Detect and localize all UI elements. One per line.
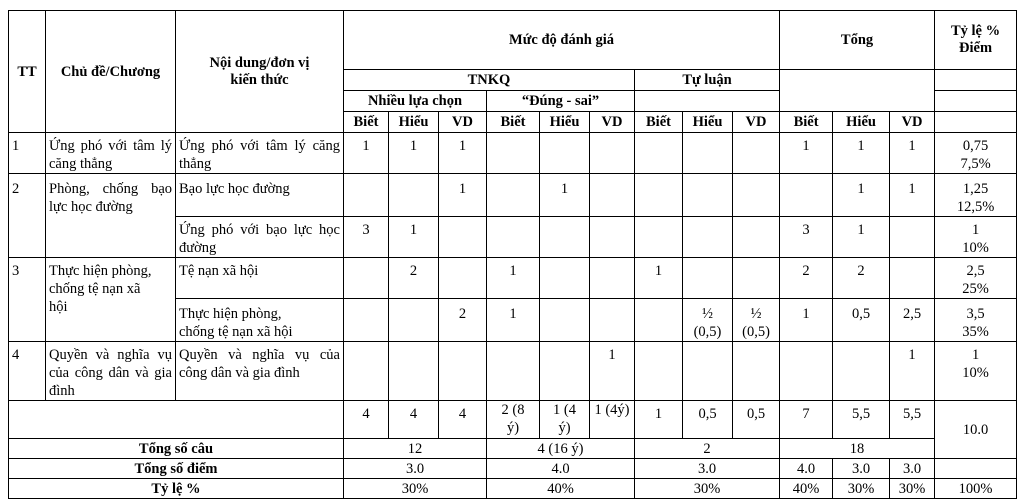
row-tt: 2 (9, 174, 46, 258)
row-tyle (935, 258, 1017, 299)
cell-value: 1 (389, 217, 439, 258)
cell-value (683, 133, 733, 174)
tyle-diem: 1,25 (962, 181, 989, 197)
level-biet: Biết (635, 112, 683, 133)
header-chude: Chủ đề/Chương (46, 11, 176, 133)
row-tyle (935, 217, 1017, 258)
tyle-diem: 2,5 (966, 263, 985, 279)
percent-value: 30% (890, 479, 935, 499)
table-row (9, 342, 1017, 401)
cell-value (389, 342, 439, 401)
cell-value (590, 258, 635, 299)
cell-value (683, 174, 733, 217)
total-points-row (9, 459, 1017, 479)
level-biet: Biết (344, 112, 389, 133)
cell-value (890, 258, 935, 299)
header-noidung: Nội dung/đơn vị kiến thức (176, 11, 344, 133)
sum-value: 5,5 (890, 401, 935, 439)
cell-value (487, 133, 540, 174)
grand-total-score: 10.0 (935, 401, 1017, 459)
header-tuluan: Tự luận (635, 70, 780, 91)
cell-value: 1 (890, 133, 935, 174)
level-vd: VD (890, 112, 935, 133)
assessment-matrix-table (8, 10, 1017, 499)
percent-value: 30% (344, 479, 487, 499)
tyle-diem: 1 (971, 347, 980, 363)
cell-value (733, 258, 780, 299)
cell-value (733, 342, 780, 401)
total-questions-value: 4 (16 ý) (487, 439, 635, 459)
sum-value: 0,5 (733, 401, 780, 439)
row-noidung: Thực hiện phòng, chống tệ nạn xã hội (176, 299, 344, 342)
sum-value: 4 (389, 401, 439, 439)
row-noidung: Ứng phó với tâm lý căng thẳng (176, 133, 344, 174)
cell-value (540, 258, 590, 299)
cell-value (540, 217, 590, 258)
cell-value (344, 258, 389, 299)
row-noidung: Quyền và nghĩa vụ của công dân và gia đình (176, 342, 344, 401)
sum-value: 4 (439, 401, 487, 439)
total-points-label: Tổng số điểm (9, 459, 344, 479)
row-tyle (935, 299, 1017, 342)
cell-value (439, 342, 487, 401)
sum-value: 2 (8 ý) (487, 401, 540, 439)
percent-value: 30% (833, 479, 890, 499)
sum-row (9, 401, 1017, 439)
total-points-blank (935, 459, 1017, 479)
cell-value (439, 217, 487, 258)
row-tt: 4 (9, 342, 46, 401)
level-vd: VD (439, 112, 487, 133)
tyle-percent: 10% (962, 240, 989, 256)
cell-value (733, 133, 780, 174)
cell-value: 1 (890, 342, 935, 401)
tyle-diem: 3,5 (966, 306, 985, 322)
row-tyle (935, 133, 1017, 174)
row-tt: 3 (9, 258, 46, 342)
row-chude: Ứng phó với tâm lý căng thẳng (46, 133, 176, 174)
total-questions-row (9, 439, 1017, 459)
percent-row (9, 479, 1017, 499)
row-noidung: Ứng phó với bạo lực học đường (176, 217, 344, 258)
table-row (9, 258, 1017, 299)
header-blank-a (935, 70, 1017, 91)
cell-value: 1 (833, 217, 890, 258)
tyle-percent: 12,5% (956, 199, 995, 215)
percent-total: 100% (935, 479, 1017, 499)
cell-value: 2 (833, 258, 890, 299)
header-mucdo: Mức độ đánh giá (344, 11, 780, 70)
total-questions-value: 18 (780, 439, 935, 459)
header-tuluan-blank (635, 91, 780, 112)
cell-value (590, 217, 635, 258)
total-points-value: 3.0 (635, 459, 780, 479)
cell-value (635, 217, 683, 258)
cell-value (439, 258, 487, 299)
cell-value (487, 174, 540, 217)
tyle-percent: 35% (962, 324, 989, 340)
total-points-value: 3.0 (833, 459, 890, 479)
cell-value (780, 174, 833, 217)
cell-value (540, 299, 590, 342)
total-points-value: 4.0 (487, 459, 635, 479)
cell-value (344, 342, 389, 401)
cell-value: 1 (890, 174, 935, 217)
total-questions-value: 2 (635, 439, 780, 459)
total-points-value: 3.0 (890, 459, 935, 479)
level-hieu: Hiểu (833, 112, 890, 133)
level-vd: VD (733, 112, 780, 133)
total-points-value: 4.0 (780, 459, 833, 479)
cell-value: 3 (344, 217, 389, 258)
header-nhieulua: Nhiều lựa chọn (344, 91, 487, 112)
cell-value (833, 342, 890, 401)
total-points-value: 3.0 (344, 459, 487, 479)
cell-value (344, 174, 389, 217)
row-chude: Quyền và nghĩa vụ của công dân và gia đình (46, 342, 176, 401)
header-tnkq: TNKQ (344, 70, 635, 91)
cell-value (540, 342, 590, 401)
cell-value (389, 174, 439, 217)
cell-value: 1 (590, 342, 635, 401)
sum-value: 1 (4 ý) (540, 401, 590, 439)
cell-value (389, 299, 439, 342)
sum-value: 1 (635, 401, 683, 439)
header-dungsai: “Đúng - sai” (487, 91, 635, 112)
cell-value (733, 174, 780, 217)
cell-value (590, 174, 635, 217)
tyle-percent: 10% (962, 365, 989, 381)
percent-value: 40% (780, 479, 833, 499)
sum-value: 1 (4ý) (590, 401, 635, 439)
cell-value: 1 (439, 133, 487, 174)
level-hieu: Hiểu (389, 112, 439, 133)
header-blank-b (935, 91, 1017, 112)
header-blank-c (935, 112, 1017, 133)
cell-value (683, 258, 733, 299)
cell-value: 2 (389, 258, 439, 299)
tyle-diem: 0,75 (962, 138, 989, 154)
cell-value (635, 133, 683, 174)
cell-value: 1 (487, 299, 540, 342)
cell-value (487, 217, 540, 258)
cell-value: ½ (0,5) (733, 299, 780, 342)
row-chude: Phòng, chống bạo lực học đường (46, 174, 176, 258)
table-row (9, 133, 1017, 174)
sum-row-label-blank (9, 401, 344, 439)
cell-value (344, 299, 389, 342)
cell-value (683, 342, 733, 401)
total-questions-value: 12 (344, 439, 487, 459)
row-tyle (935, 342, 1017, 401)
sum-value: 7 (780, 401, 833, 439)
percent-label: Tỷ lệ % (9, 479, 344, 499)
sum-value: 0,5 (683, 401, 733, 439)
level-hieu: Hiểu (540, 112, 590, 133)
cell-value: 1 (540, 174, 590, 217)
header-tt: TT (9, 11, 46, 133)
cell-value: 2 (439, 299, 487, 342)
cell-value (635, 342, 683, 401)
cell-value (590, 133, 635, 174)
row-noidung: Tệ nạn xã hội (176, 258, 344, 299)
cell-value: 1 (635, 258, 683, 299)
table-row (9, 174, 1017, 217)
cell-value: 1 (439, 174, 487, 217)
cell-value: 1 (780, 133, 833, 174)
cell-value: 1 (833, 133, 890, 174)
cell-value: 1 (389, 133, 439, 174)
total-questions-label: Tổng số câu (9, 439, 344, 459)
cell-value: 0,5 (833, 299, 890, 342)
cell-value: ½ (0,5) (683, 299, 733, 342)
percent-value: 40% (487, 479, 635, 499)
cell-value: 1 (344, 133, 389, 174)
cell-value (487, 342, 540, 401)
cell-value: 3 (780, 217, 833, 258)
header-tyle: Tỷ lệ % Điểm (935, 11, 1017, 70)
tyle-percent: 25% (962, 281, 989, 297)
tyle-diem: 1 (971, 222, 980, 238)
tyle-percent: 7,5% (960, 156, 991, 172)
sum-value: 5,5 (833, 401, 890, 439)
cell-value: 2 (780, 258, 833, 299)
level-hieu: Hiểu (683, 112, 733, 133)
level-vd: VD (590, 112, 635, 133)
cell-value (635, 299, 683, 342)
cell-value: 2,5 (890, 299, 935, 342)
sum-value: 4 (344, 401, 389, 439)
cell-value: 1 (780, 299, 833, 342)
cell-value (683, 217, 733, 258)
row-noidung: Bạo lực học đường (176, 174, 344, 217)
cell-value (733, 217, 780, 258)
row-chude: Thực hiện phòng, chống tệ nạn xã hội (46, 258, 176, 342)
percent-value: 30% (635, 479, 780, 499)
cell-value (590, 299, 635, 342)
header-tong: Tổng (780, 11, 935, 70)
cell-value: 1 (833, 174, 890, 217)
cell-value (780, 342, 833, 401)
level-biet: Biết (780, 112, 833, 133)
level-biet: Biết (487, 112, 540, 133)
cell-value (635, 174, 683, 217)
cell-value (890, 217, 935, 258)
row-tyle (935, 174, 1017, 217)
cell-value: 1 (487, 258, 540, 299)
row-tt: 1 (9, 133, 46, 174)
cell-value (540, 133, 590, 174)
header-tong-blank (780, 70, 935, 112)
